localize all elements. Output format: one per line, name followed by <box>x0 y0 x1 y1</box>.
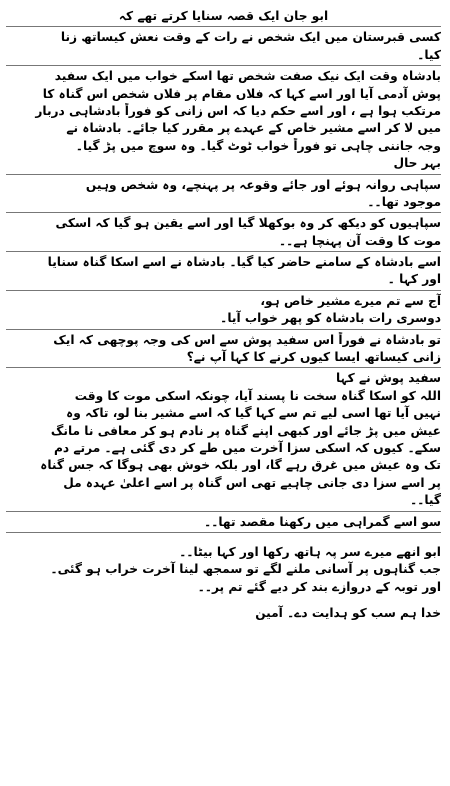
text-line: سپاہیوں کو دیکھ کر وہ بوکھلا گیا اور اسے یقین ہو گیا کہ اسکی <box>55 216 441 231</box>
text-line: مرتکب ہوا ہے ، اور اسے حکم دیا کہ اس زانی کو فوراً بادشاہی دربار <box>35 103 441 118</box>
text-line: زانی کیساتھ ایسا کیوں کرنے کا کہا آپ نے؟ <box>186 350 441 365</box>
text-line: اسے بادشاہ کے سامنے حاضر کیا گیا۔ بادشاہ نے اسے اسکا گناہ سنایا <box>47 255 441 270</box>
text-line: بادشاہ وقت ایک نیک صفت شخص تھا اسکے خواب میں ایک سفید <box>54 69 441 84</box>
text-line: پوش آدمی آیا اور اسے کہا کہ فلاں مقام پر فلاں شخص اس گناہ کا <box>42 86 441 101</box>
divider <box>6 212 441 213</box>
text-line: موت کا وقت آن پہنچا ہے۔۔ <box>279 233 441 248</box>
divider <box>6 329 441 330</box>
text-line: پر اسے سزا دی جانی چاہیے تھی اس گناہ پر اسے اعلیٰ عہدہ مل <box>63 475 441 490</box>
divider <box>6 290 441 291</box>
text-line: اللہ کو اسکا گناہ سخت نا پسند آیا، چونکہ اسکی موت کا وقت <box>74 388 441 403</box>
text-line: اور توبہ کے دروازے بند کر دیے گئے تم پر۔۔ <box>197 579 441 594</box>
text-line: عیش میں پڑ جائے اور کبھی اپنے گناہ پر نادم ہو کر معافی نا مانگ <box>50 423 441 438</box>
text-line: سفید پوش نے کہا <box>335 371 441 386</box>
text-line: گیا۔۔ <box>410 493 441 508</box>
text-line: سو اسے گمراہی میں رکھنا مقصد تھا۔۔ <box>204 514 441 529</box>
text-line: موجود تھا۔۔ <box>367 194 441 209</box>
text-line: دوسری رات بادشاہ کو پھر خواب آیا۔ <box>220 311 441 326</box>
text-line: تو بادشاہ نے فوراً اس سفید پوش سے اس کی وجہ پوچھی کہ ایک <box>53 332 441 347</box>
text-line: سپاہی روانہ ہوئے اور جائے وقوعہ پر پہنچے، وہ شخص وہیں <box>85 177 441 192</box>
text-line: وجہ جاننی چاہی تو فوراً خواب ٹوٹ گیا۔ وہ سوچ میں پڑ گیا۔ <box>75 138 441 153</box>
text-line: ابو انھے میرے سر پہ ہاتھ رکھا اور کہا بیٹا۔۔ <box>179 544 441 559</box>
divider <box>6 367 441 368</box>
divider <box>6 174 441 175</box>
text-line: سکے۔ کیوں کہ اسکی سزا آخرت میں طے کر دی گئی ہے۔ مرتے دم <box>53 440 441 455</box>
text-line: نہیں آیا تھا اسی لیے تم سے کہا گیا کہ اسے مشیر بنا لو، تاکہ وہ <box>66 406 441 421</box>
closing-line: خدا ہم سب کو ہدایت دے۔ آمین <box>255 606 441 621</box>
divider <box>6 511 441 512</box>
text-line: کیا۔ <box>417 47 441 62</box>
divider <box>6 65 441 66</box>
divider <box>6 26 441 27</box>
text-line: کسی قبرستان میں ایک شخص نے رات کے وقت نعش کیساتھ زنا <box>60 30 441 45</box>
text-line: آج سے تم میرے مشیر خاص ہو، <box>260 293 441 308</box>
divider <box>6 251 441 252</box>
text-line: تک وہ عیش میں غرق رہے گا، اور بلکہ خوش بھی ہوگا کہ جس گناہ <box>40 458 441 473</box>
text-line: جب گناہوں پر آسانی ملنے لگے تو سمجھ لینا آخرت خراب ہو گئی۔ <box>50 562 441 577</box>
story-title: ابو جان ایک قصہ سنایا کرتے تھے کہ <box>118 9 329 23</box>
divider <box>6 532 441 533</box>
text-line: بہر حال <box>393 156 441 171</box>
text-line: میں لا کر اسے مشیر خاص کے عہدے پر مقرر کیا جائے۔ بادشاہ نے <box>66 121 441 136</box>
text-line: اور کہا ۔ <box>387 272 441 287</box>
